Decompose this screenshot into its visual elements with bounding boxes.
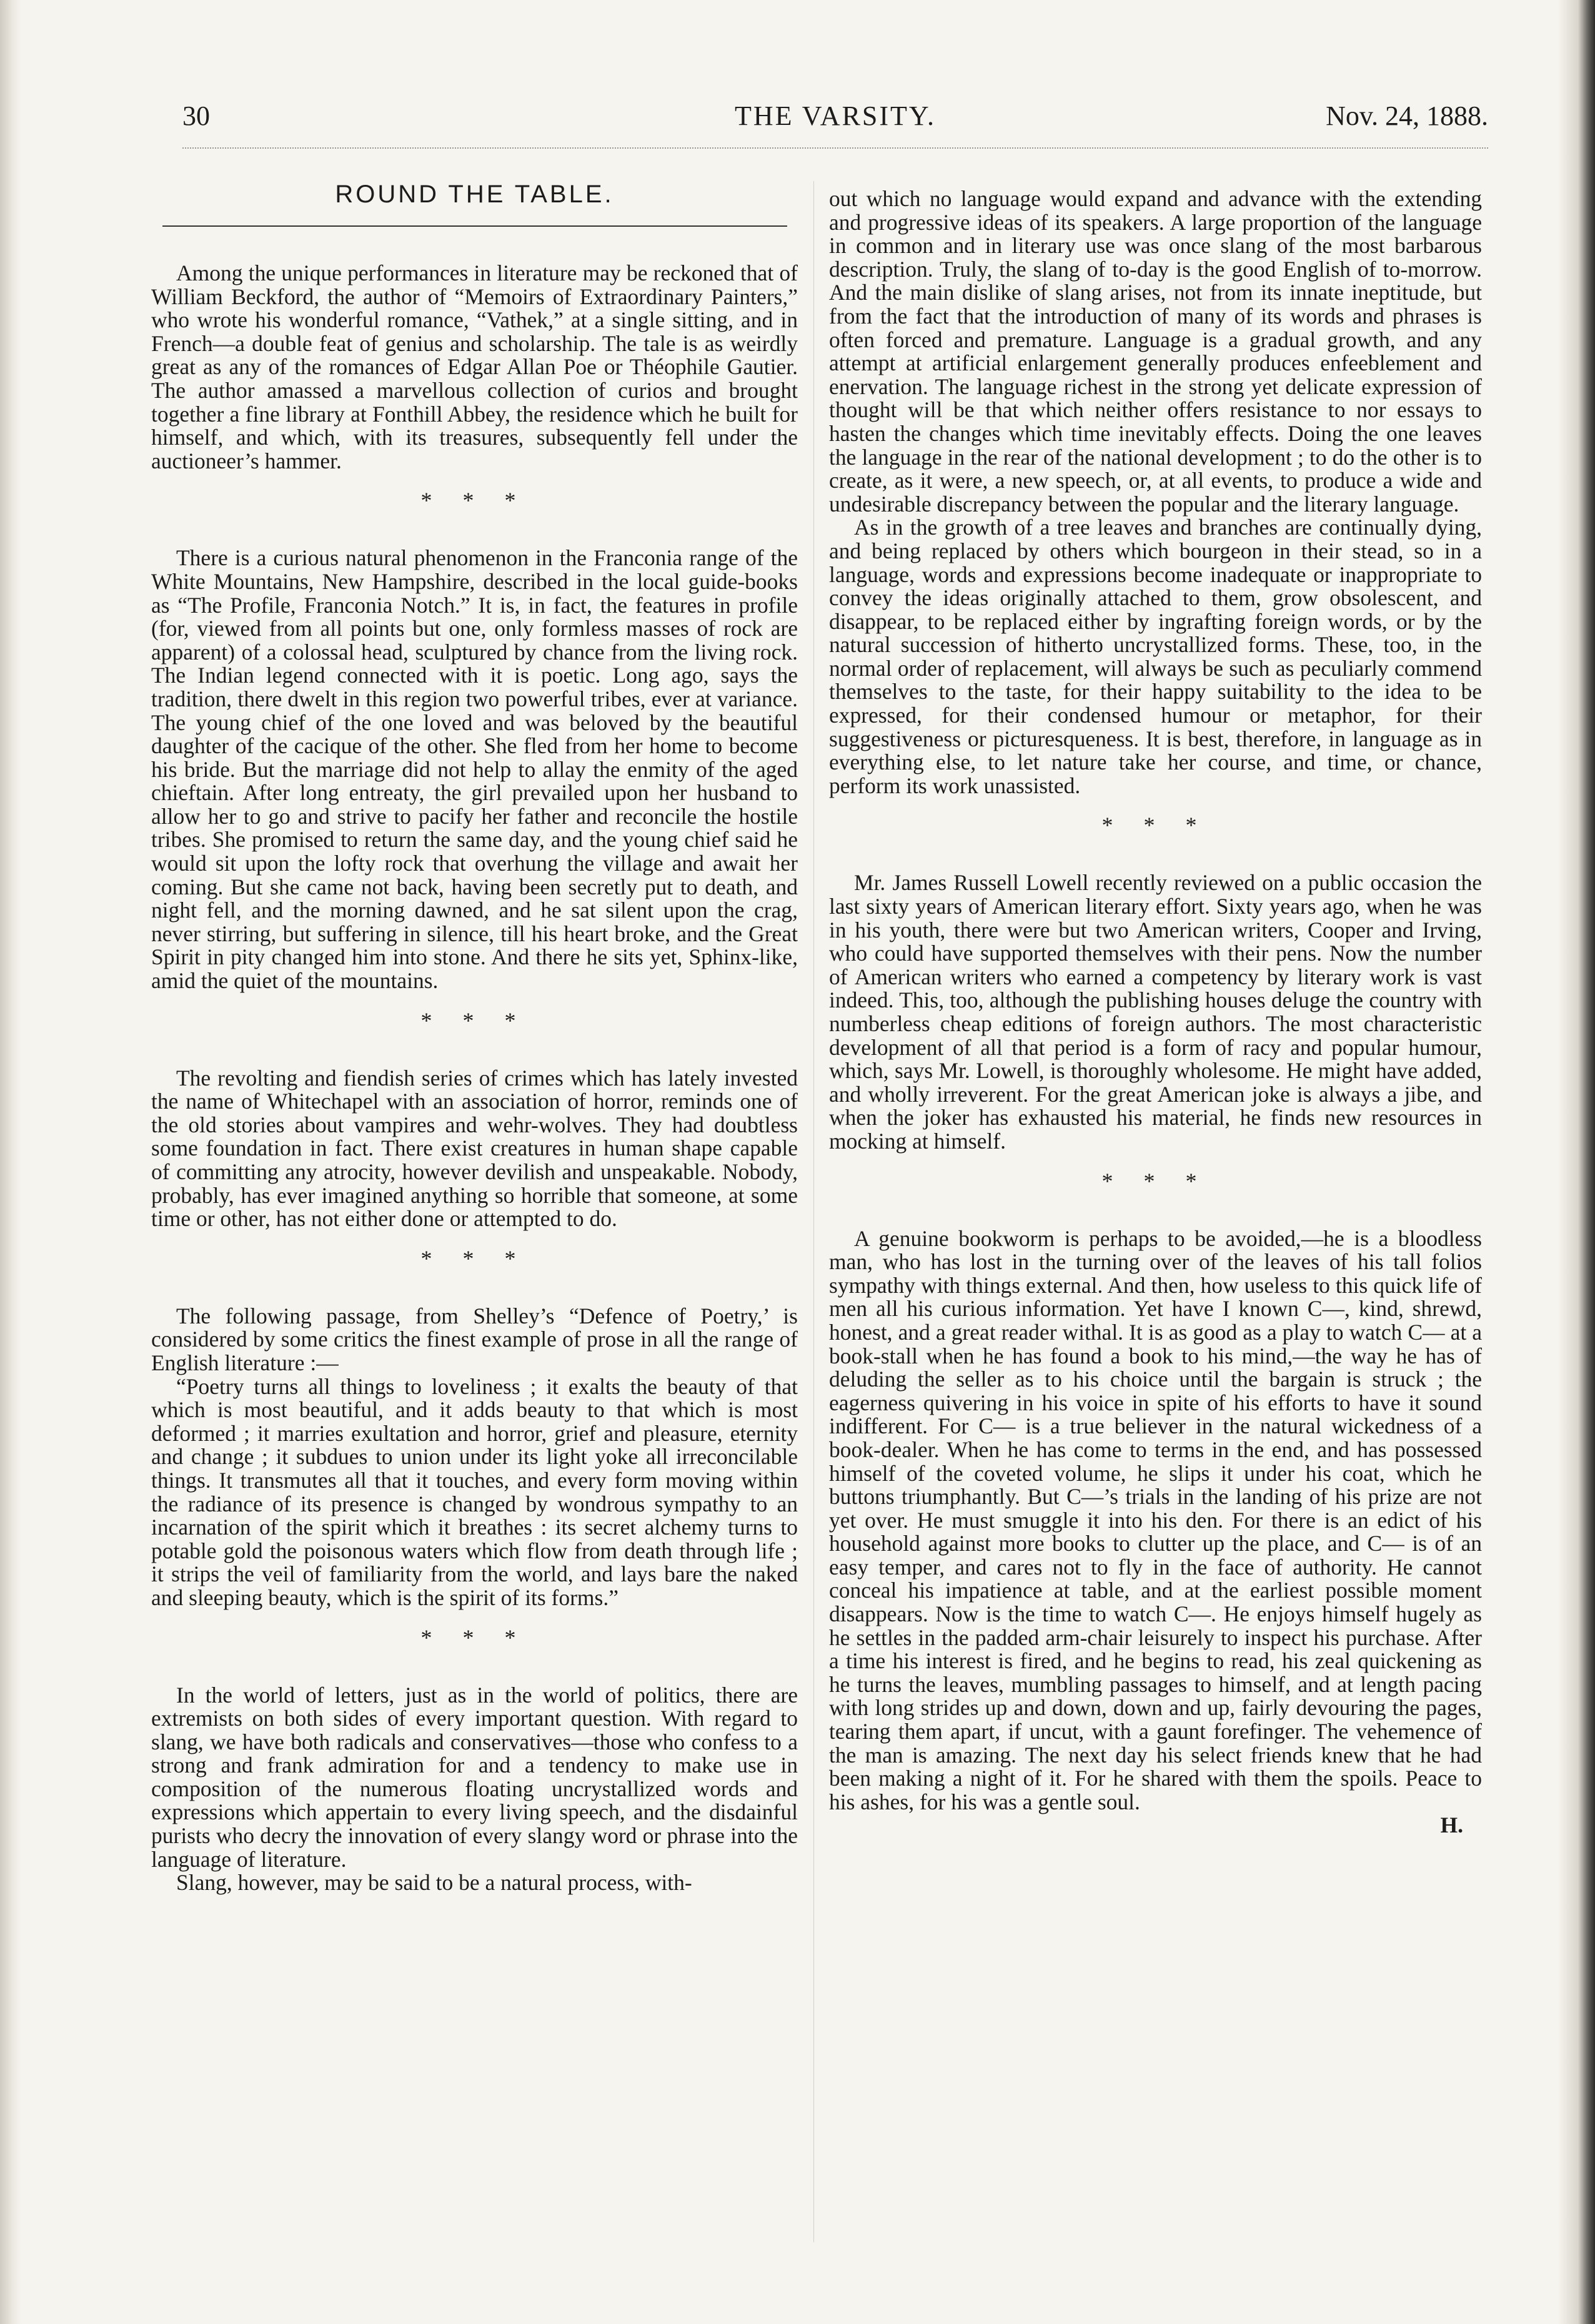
- paragraph-beckford: Among the unique performances in literature may be reckoned that of William Beckford, the author of “Memoirs of Extraordinary Painters,” who wrote his wonderful romance, “Vathek,” at a single sitting, and in French—a double feat of genius and scholarship. The tale is as weirdly great as any of the romances of Edgar Allan Poe or Théophile Gautier. The author amassed a marvellous collection of curios and brought together a fine library at Fonthill Abbey, the residence which he built for himself, and which, with its treasures, subsequently fell under the auctioneer’s hammer.: [151, 260, 798, 473]
- title-rule: [162, 225, 787, 227]
- left-column: [151, 178, 798, 2252]
- paragraph-lowell: Mr. James Russell Lowell recently reviewed on a public occasion the last sixty years of American literary effort. Sixty years ago, when he was in his youth, there were but two American writers, Cooper and Irving, who could have supported themselves with their pens. Now the number of American writers who earned a competency by literary work is vast indeed. This, too, although the publishing houses deluge the country with numberless cheap editions of foreign authors. The most characteristic development of all that period is a form of racy and popular humour, which, says Mr. Lowell, is thoroughly wholesome. He might have added, and wholly irreverent. For the great American joke is always a jibe, and when the joker has exhausted his material, he finds new resources in mocking at himself.: [829, 870, 1482, 1154]
- section-separator: * * *: [1101, 1168, 1210, 1194]
- page-header: [182, 100, 1488, 144]
- column-divider: [813, 181, 814, 2242]
- page-left-edge: [0, 0, 21, 2324]
- paragraph-shelley-intro: The following passage, from Shelley’s “Defence of Poetry,’ is considered by some critics the finest example of prose in all the range of English literature :—: [151, 1303, 798, 1375]
- section-separator: * * *: [420, 1245, 529, 1271]
- paragraph-whitechapel: The revolting and fiendish series of crimes which has lately invested the name of Whitechapel with an association of horror, reminds one of the old stories about vampires and wehr-wolves. They had doubtless some foundation in fact. There exist creatures in human shape capable of committing any atrocity, however devilish and unspeakable. Nobody, probably, has ever imagined anything so horrible that someone, at some time or other, has not either done or attempted to do.: [151, 1065, 798, 1232]
- article-title: ROUND THE TABLE.: [335, 180, 614, 208]
- masthead-title: THE VARSITY.: [734, 101, 937, 131]
- paragraph-shelley-quote: “Poetry turns all things to loveliness ; it exalts the beauty of that which is most beautiful, and it adds beauty to that which is most deformed ; it marries exultation and horror, grief and pleasure, eternity and change ; it subdues to union under its light yoke all irreconcilable things. It transmutes all that it touches, and every form moving within the radiance of its presence is changed by wondrous sympathy to an incarnation of the spirit which it breathes : its secret alchemy turns to potable gold the poisonous waters which flow from death through life ; it strips the veil of familiarity from the world, and lays bare the naked and sleeping beauty, which is the spirit of its forms.”: [151, 1373, 798, 1610]
- section-separator: * * *: [420, 488, 529, 513]
- paragraph-bookworm: A genuine bookworm is perhaps to be avoided,—he is a bloodless man, who has lost in the turning over of the leaves of his tall folios sympathy with things external. And then, how useless to this quick life of men all his curious information. Yet have I known C—, kind, shrewd, honest, and a great reader withal. It is as good as a play to watch C— at a book-stall when he has found a book to his mind,—the way he has of deluding the seller as to his choice until the bargain is struck ; the eagerness quivering in his voice in spite of his efforts to have it sound indifferent. For C— is a true believer in the natural wickedness of a book-dealer. When he has come to terms in the end, and has possessed himself of the coveted volume, he slips it under his coat, which he buttons triumphantly. But C—’s trials in the landing of his prize are not yet over. He must smuggle it into his den. For there is an edict of his household against more books to clutter up the place, and C— is of an easy temper, and cares not to fly in the face of authority. He cannot conceal his impatience at table, and at the earliest possible moment disappears. Now is the time to watch C—. He enjoys himself hugely as he settles in the padded arm-chair leisurely to inspect his purchase. After a time his interest is fired, and he begins to read, his zeal quickening as he turns the leaves, mumbling passages to himself, and at length pacing with long strides up and down, down and up, fairly devouring the pages, tearing them apart, if uncut, with a gaunt forefinger. The vehemence of the man is amazing. The next day his select friends knew that he had been making a night of it. For he shared with them the spoils. Peace to his ashes, for his was a gentle soul.: [829, 1225, 1482, 1814]
- paragraph-slang: In the world of letters, just as in the world of politics, there are extremists on both sides of every important question. With regard to slang, we have both radicals and conservatives—those who confess to a strong and frank admiration for and a tendency to make use in composition of the numerous floating uncrystallized words and expressions which appertain to every living speech, and the disdainful purists who decry the innovation of every slangy word or phrase into the language of literature.: [151, 1682, 798, 1872]
- paragraph-slang-cont: out which no language would expand and advance with the extending and progressive ideas of its speakers. A large proportion of the language in common and in literary use was once slang of the most barbarous description. Truly, the slang of to-day is the good English of to-morrow. And the main dislike of slang arises, not from its innate ineptitude, but from the fact that the introduction of many of its words and phrases is often forced and premature. Language is a gradual growth, and any attempt at artificial enlargement generally produces enfeeblement and enervation. The language richest in the strong yet delicate expression of thought will be that which neither offers resistance to nor essays to hasten the changes which time inevitably effects. Doing the one leaves the language in the rear of the national development ; to do the other is to create, as it were, a new speech, or, at all events, to produce a wide and undesirable discrepancy between the popular and the literary language.: [829, 187, 1482, 517]
- header-rule: [182, 147, 1488, 149]
- issue-date: Nov. 24, 1888.: [1326, 101, 1488, 131]
- page-right-edge: [1558, 0, 1595, 2324]
- right-column: [829, 187, 1482, 2261]
- section-separator: * * *: [420, 1007, 529, 1033]
- author-signature: H.: [1440, 1812, 1463, 1838]
- page-number: 30: [182, 101, 210, 131]
- paragraph-franconia: There is a curious natural phenomenon in the Franconia range of the White Mountains, New Hampshire, described in the local guide-books as “The Profile, Franconia Notch.” It is, in fact, the features in profile (for, viewed from all points but one, only formless masses of rock are apparent) of a colossal head, sculptured by chance from the living rock. The Indian legend connected with it is poetic. Long ago, says the tradition, there dwelt in this region two powerful tribes, ever at variance. The young chief of the one loved and was beloved by the beautiful daughter of the cacique of the other. She fled from her home to become his bride. But the marriage did not help to allay the enmity of the aged chieftain. After long entreaty, the girl prevailed upon her husband to allow her to go and strive to pacify her father and reconcile the hostile tribes. She promised to return the same day, and the young chief said he would sit upon the lofty rock that overhung the village and await her coming. But she came not back, having been secretly put to death, and night fell, and the morning dawned, and he sat silent upon the crag, never stirring, but suffering in silence, till his heart broke, and the Great Spirit in pity changed him into stone. And there he sits yet, Sphinx-like, amid the quiet of the mountains.: [151, 545, 798, 994]
- section-separator: * * *: [420, 1624, 529, 1650]
- paragraph-tree-growth: As in the growth of a tree leaves and branches are continually dying, and being replaced by others which bourgeon in their stead, so in a language, words and expressions become inadequate or inappropriate to convey the ideas originally attached to them, grow obsolescent, and disappear, to be replaced either by ingrafting foreign words, or by the natural succession of hitherto uncrystallized forms. These, too, in the normal order of replacement, will always be such as peculiarly commend themselves to the taste, for their happy suitability to the idea to be expressed, for their condensed humour or metaphor, for their suggestiveness or picturesqueness. It is best, therefore, in language as in everything else, to let nature take her course, and time, or chance, perform its work unassisted.: [829, 515, 1482, 798]
- section-separator: * * *: [1101, 813, 1210, 838]
- paragraph-slang-continued: Slang, however, may be said to be a natural process, with-: [176, 1870, 692, 1896]
